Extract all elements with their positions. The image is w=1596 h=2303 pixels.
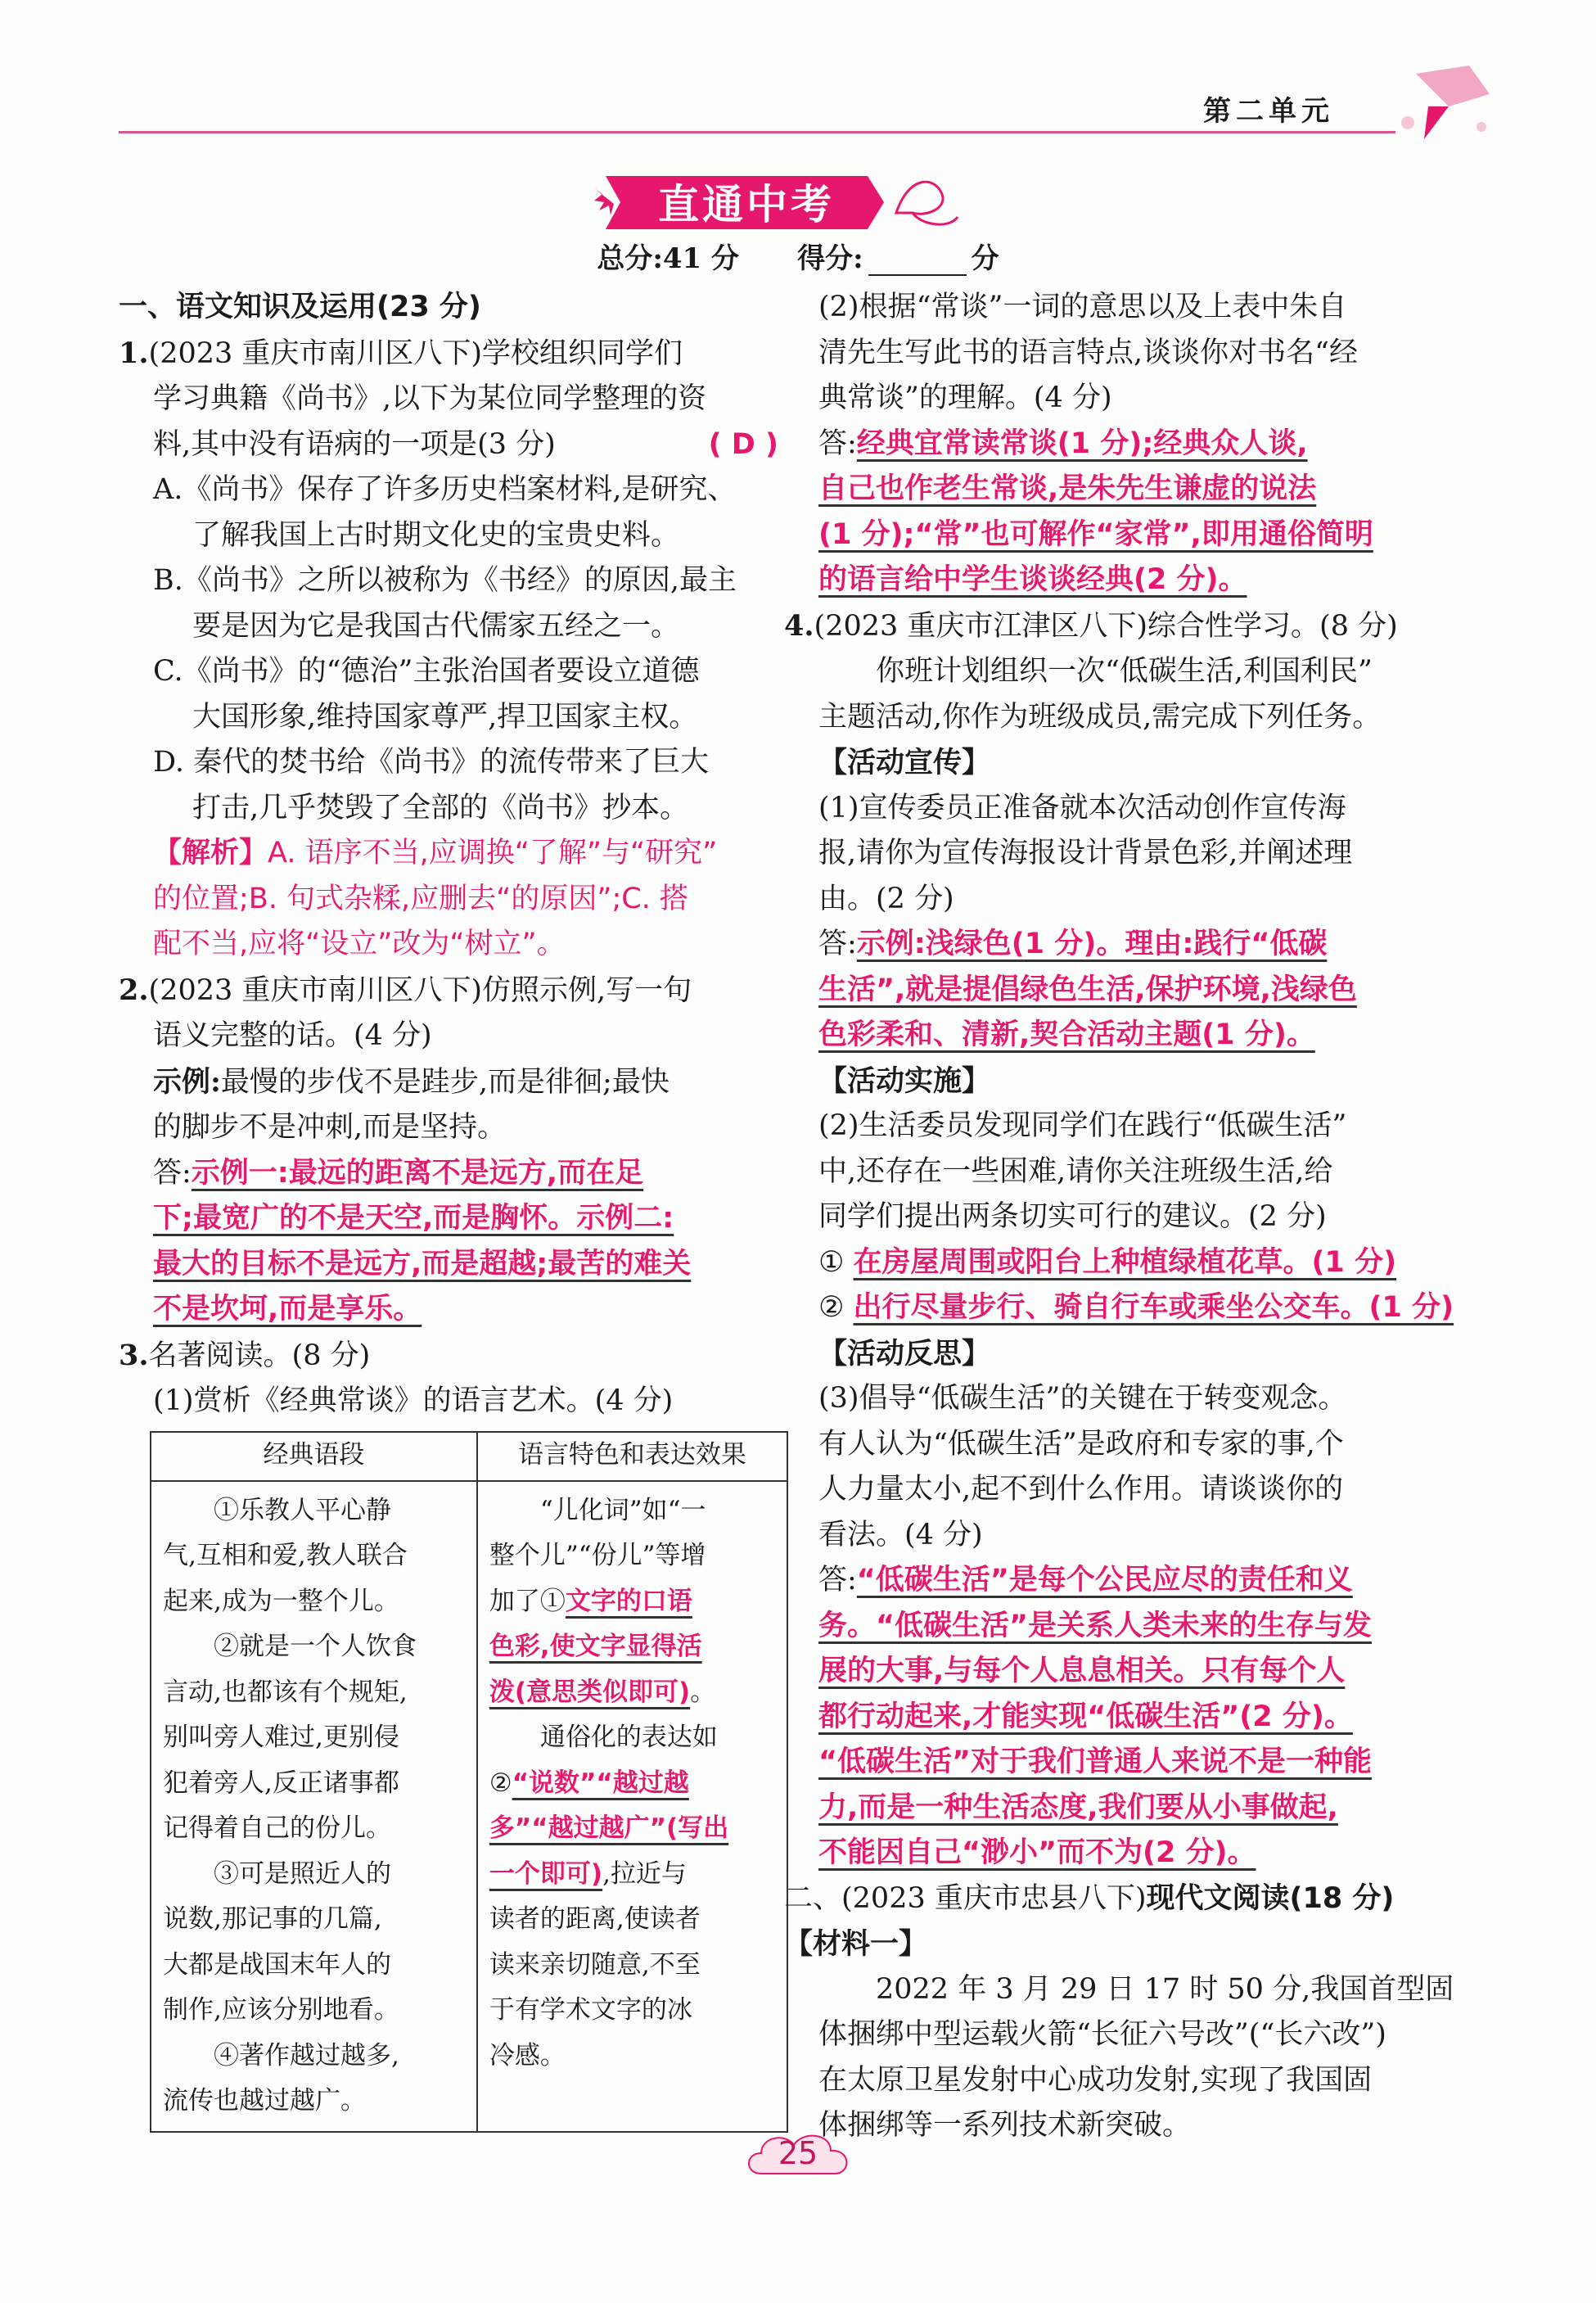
q1-option-c: C.《尚书》的“德治”主张治国者要设立道德 <box>153 655 700 688</box>
q1-option-d-cont: 打击,几乎焚毁了全部的《尚书》抄本。 <box>192 791 689 824</box>
material-1-line1: 2022 年 3 月 29 日 17 时 50 分,我国首型固 <box>876 1972 1454 2006</box>
q2-stem-line1: 2.(2023 重庆市南川区八下)仿照示例,写一句 <box>119 973 692 1007</box>
q4-intro1: 你班计划组织一次“低碳生活,利国利民” <box>876 655 1373 688</box>
example-label: 示例: <box>153 1064 221 1099</box>
header-rule <box>119 131 1395 133</box>
q3-sub2-line2: 清先生写此书的语言特点,谈谈你对书名“经 <box>818 336 1359 369</box>
q1-analysis-cont2: 配不当,应将“设立”改为“树立”。 <box>153 928 566 960</box>
q2-answer-line3: 最大的目标不是远方,而是超越;最苦的难关 <box>153 1247 692 1280</box>
classics-table <box>150 1431 788 2133</box>
q4-stem: 4.(2023 重庆市江津区八下)综合性学习。(8 分) <box>784 608 1398 643</box>
q4-p3-answer1: 答:“低碳生活”是每个公民应尽的责任和义 <box>818 1564 1353 1596</box>
q3-sub2-line3: 典常谈”的理解。(4 分) <box>818 382 1112 414</box>
q4-p1-answer2: 生活”,就是提倡绿色生活,保护环境,浅绿色 <box>818 973 1357 1006</box>
answer-label: 答: <box>153 1156 192 1190</box>
q1-option-b-cont: 要是因为它是我国古代儒家五经之一。 <box>192 609 680 643</box>
q4-p2-line3: 同学们提出两条切实可行的建议。(2 分) <box>818 1200 1327 1233</box>
q3-sub2-answer4: 的语言给中学生谈谈经典(2 分)。 <box>818 563 1247 596</box>
q4-number: 4. <box>784 608 814 643</box>
q2-number: 2. <box>119 973 149 1007</box>
q1-option-d: D. 秦代的焚书给《尚书》的流传带来了巨大 <box>153 746 710 779</box>
section-2-heading: 二、(2023 重庆市忠县八下)现代文阅读(18 分) <box>784 1881 1395 1915</box>
section-1-heading: 一、语文知识及运用(23 分) <box>119 291 481 323</box>
right-column <box>784 285 1481 2149</box>
q1-answer: ( D ) <box>708 427 778 461</box>
analysis-tag: 【解析】 <box>153 837 268 869</box>
q4-p1-line2: 报,请你为宣传海报设计背景色彩,并阐述理 <box>818 837 1353 869</box>
q3-stem: 3.名著阅读。(8 分) <box>119 1338 371 1372</box>
material-1-line4: 体捆绑等一系列技术新突破。 <box>818 2109 1192 2142</box>
q2-answer-line2: 下;最宽广的不是天空,而是胸怀。示例二: <box>153 1202 674 1235</box>
unit-label: 第二单元 <box>1203 95 1334 128</box>
q4-p1-answer1: 答:示例:浅绿色(1 分)。理由:践行“低碳 <box>818 928 1328 960</box>
q3-sub1: (1)赏析《经典常谈》的语言艺术。(4 分) <box>153 1384 674 1417</box>
q4-intro2: 主题活动,你作为班级成员,需完成下列任务。 <box>818 700 1382 734</box>
q2-answer-line4: 不是坎坷,而是享乐。 <box>153 1293 422 1325</box>
page-number: 25 <box>778 2135 818 2171</box>
q3-sub2-line1: (2)根据“常谈”一词的意思以及上表中朱自 <box>818 291 1347 323</box>
q1-option-a-cont: 了解我国上古时期文化史的宝贵史料。 <box>192 518 680 552</box>
q1-analysis-cont: 的位置;B. 句式杂糅,应删去“的原因”;C. 搭 <box>153 882 688 915</box>
q4-p2-line2: 中,还存在一些困难,请你关注班级生活,给 <box>818 1154 1333 1188</box>
q4-suggestion-2: ② 出行尽量步行、骑自行车或乘坐公交车。(1 分) <box>818 1291 1454 1324</box>
score-got-label: 得分: <box>797 242 863 275</box>
effect-cell: “儿化词”如“一 整个儿”“份儿”等增 加了①文字的口语 色彩,使文字显得活 泼(意思类似即可)。 通俗化的表达如 ②“说数”“越过越 多”“越过越广”(写出 一个即可),拉近与 读者的距离,使读者 读来亲切随意,不至 于有学术文字的冰 冷感。 <box>477 1481 787 2132</box>
q3-sub2-answer1: 答:经典宜常读常谈(1 分);经典众人谈, <box>818 427 1308 460</box>
score-unit: 分 <box>971 242 999 275</box>
q2-answer-line1: 答:示例一:最远的距离不是远方,而在足 <box>153 1156 644 1190</box>
q2-example: 示例:最慢的步伐不是跬步,而是徘徊;最快 <box>153 1064 670 1099</box>
q4-p1-line1: (1)宣传委员正准备就本次活动创作宣传海 <box>818 791 1346 824</box>
q4-p1-answer3: 色彩柔和、清新,契合活动主题(1 分)。 <box>818 1018 1315 1051</box>
pencil-decoration-icon <box>1391 57 1498 147</box>
q3-number: 3. <box>119 1338 149 1372</box>
q1-stem-line3: 料,其中没有语病的一项是(3 分) ( D ) <box>119 422 782 468</box>
q4-p3-answer5: “低碳生活”对于我们普通人来说不是一种能 <box>818 1745 1373 1778</box>
q2-stem-line2: 语义完整的话。(4 分) <box>153 1019 432 1052</box>
passage-cell: ①乐教人平心静 气,互相和爱,教人联合 起来,成为一整个儿。 ②就是一个人饮食 言动,也都该有个规矩, 别叫旁人难过,更别侵 犯着旁人,反正诸事都 记得着自己的份儿。 ③可是照近人的 说数,那记事的几篇, 大都是战国末年人的 制作,应该分别地看。 ④著作越过越多, 流传也越过越广。 <box>151 1481 477 2132</box>
q4-p2-line1: (2)生活委员发现同学们在践行“低碳生活” <box>818 1109 1347 1142</box>
q4-p3-line1: (3)倡导“低碳生活”的关键在于转变观念。 <box>818 1382 1347 1415</box>
banner-title: 直通中考 <box>658 181 835 228</box>
q4-p3-line2: 有人认为“低碳生活”是政府和专家的事,个 <box>818 1427 1344 1461</box>
material-1-line3: 在太原卫星发射中心成功发射,实现了我国固 <box>818 2063 1373 2097</box>
q1-analysis: 【解析】A. 语序不当,应调换“了解”与“研究” <box>153 837 718 869</box>
activity-reflection-heading: 【活动反思】 <box>818 1336 991 1371</box>
q4-suggestion-1: ① 在房屋周围或阳台上种植绿植花草。(1 分) <box>818 1245 1397 1279</box>
activity-promotion-heading: 【活动宣传】 <box>818 746 991 779</box>
q1-option-c-cont: 大国形象,维持国家尊严,捍卫国家主权。 <box>192 700 698 734</box>
material-1-line2: 体捆绑中型运载火箭“长征六号改”(“长六改”) <box>818 2018 1386 2051</box>
q4-p3-answer2: 务。“低碳生活”是关系人类未来的生存与发 <box>818 1609 1373 1642</box>
table-header-effect: 语言特色和表达效果 <box>477 1432 787 1481</box>
table-header-passage: 经典语段 <box>151 1432 477 1481</box>
q1-stem-line1: 1.(2023 重庆市南川区八下)学校组织同学们 <box>119 336 683 370</box>
left-column <box>119 285 782 2133</box>
q4-p1-line3: 由。(2 分) <box>818 882 954 915</box>
q4-p3-answer3: 展的大事,与每个人息息相关。只有每个人 <box>818 1655 1346 1687</box>
q1-stem-line2: 学习典籍《尚书》,以下为某位同学整理的资 <box>153 382 707 415</box>
q4-p3-line4: 看法。(4 分) <box>818 1518 983 1551</box>
score-total: 总分:41 分 <box>597 242 740 275</box>
q4-p3-answer6: 力,而是一种生活态度,我们要从小事做起, <box>818 1790 1338 1824</box>
activity-implementation-heading: 【活动实施】 <box>818 1063 991 1098</box>
material-1-heading: 【材料一】 <box>784 1927 928 1961</box>
answer-label: 答: <box>818 427 857 460</box>
q1-option-b: B.《尚书》之所以被称为《书经》的原因,最主 <box>153 564 737 597</box>
q4-p3-line3: 人力量太小,起不到什么作用。请谈谈你的 <box>818 1473 1344 1506</box>
q4-p3-answer7: 不能因自己“渺小”而不为(2 分)。 <box>818 1836 1256 1869</box>
q1-option-a: A.《尚书》保存了许多历史档案材料,是研究、 <box>153 473 737 506</box>
q1-number: 1. <box>119 336 149 370</box>
score-blank <box>868 251 967 276</box>
score-line <box>0 236 1596 276</box>
q3-sub2-answer2: 自己也作老生常谈,是朱先生谦虚的说法 <box>818 472 1317 505</box>
q2-example-cont: 的脚步不是冲刺,而是坚持。 <box>153 1111 507 1144</box>
q3-sub2-answer3: (1 分);“常”也可解作“家常”,即用通俗简明 <box>818 517 1373 551</box>
q4-p3-answer4: 都行动起来,才能实现“低碳生活”(2 分)。 <box>818 1700 1353 1733</box>
